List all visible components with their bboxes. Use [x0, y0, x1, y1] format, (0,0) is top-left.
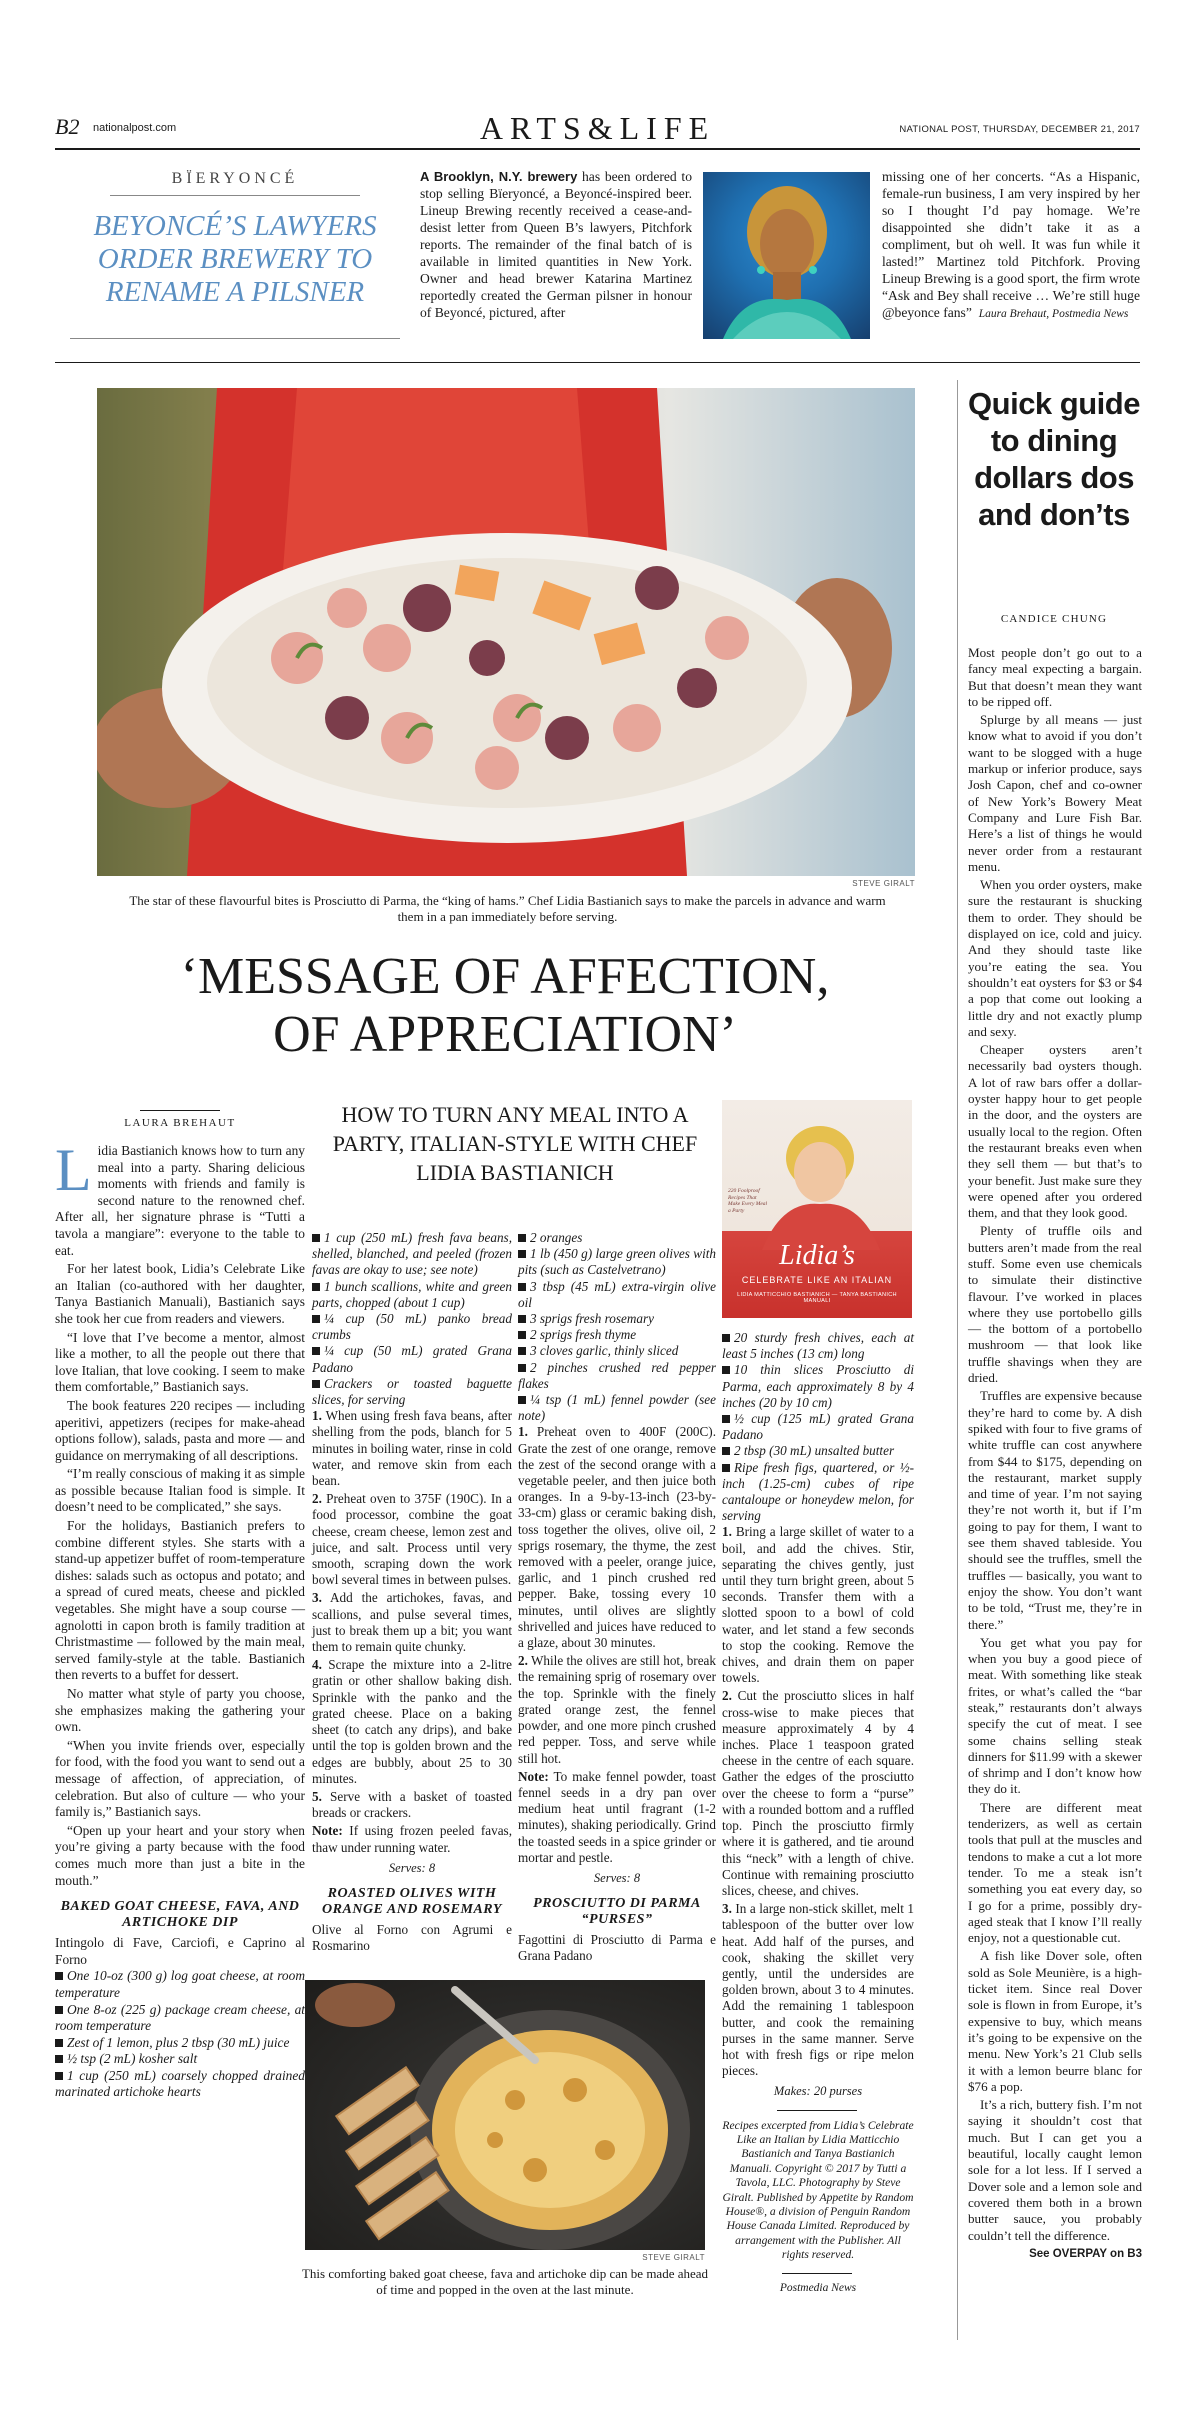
article-p1: idia Bastianich knows how to turn any meal into a party. Sharing delicious moments with friends and family is second nature to the renowned chef. After all, her signature phrase is “Tutti a tavola a mangiare”: everyone to the table to eat. — [55, 1143, 305, 1258]
brief-headline: BEYONCÉ’S LAWYERS ORDER BREWERY TO RENAME A PILSNER — [93, 210, 377, 308]
recipe-1-serves: Serves: 8 — [388, 1860, 436, 1875]
baked-dip-icon — [305, 1980, 705, 2250]
ingredient: Crackers or toasted baguette slices, for serving — [312, 1375, 512, 1408]
sidebar-headline: Quick guide to dining dollars dos and don’ts — [968, 386, 1140, 532]
recipe-3-step-1: Bring a large skillet of water to a boil, and add the chives. Stir, separating the chives gently, just until they turn bright green, about 5 seconds. Transfer them with a slotted spoon to a bowl of cold water, and let stand a few seconds to stop the cooking. Remove the chives, and drain them on paper towels. — [722, 1524, 914, 1686]
article-p3: “I love that I’ve become a mentor, almost like a mother, to all the people out there that love Italian, that love cooking. I seem to make them comfortable,” Bastianich says. — [55, 1329, 305, 1395]
dip-caption: This comforting baked goat cheese, fava and artichoke dip can be made ahead of time and popped in the oven at the last minute. — [301, 2266, 709, 2297]
ingredient: 2 oranges — [530, 1230, 583, 1245]
recipe-1-body — [312, 1230, 512, 1956]
article-p7: No matter what style of party you choose, she emphasizes making the gathering your own. — [55, 1686, 305, 1735]
ingredient: 10 thin slices Prosciutto di Parma, each approximately 8 by 4 inches (20 by 10 cm) — [722, 1362, 914, 1410]
step-number: 1. — [722, 1524, 732, 1540]
recipe-1-step-2: Preheat oven to 375F (190C). In a food processor, combine the goat cheese, cream cheese, lemon zest and juice, and salt. Process until very smooth, scraping down the work bowl several times in between pulses. — [312, 1491, 512, 1588]
sidebar-paragraph: When you order oysters, make sure the restaurant is shucking them to order. They should be displayed on ice, cold and juicy. And they should taste like you’re eating the sea. You shouldn’t eat oysters for $3 or $4 a pop that come out looking a little dry and not exactly plump and sexy. — [968, 877, 1142, 1039]
brief-col-2 — [882, 168, 1140, 325]
recipe-3-step-2: Cut the prosciutto slices in half cross-wise to make pieces that measure approximately 4 by 4 inches. Place 1 teaspoon grated cheese in the centre of each square. Gather the edges of the prosciutto over the cheese to form a “purse” with a rounded bottom and a ruffled top. Pinch the prosciutto firmly where it is gathered, and tie around this “neck” with a length of chive. Continue with remaining prosciutto slices, cheese, and chives. — [722, 1688, 914, 1898]
section-title: ARTS&LIFE — [479, 110, 716, 146]
ingredient: One 8-oz (225 g) package cream cheese, at room temperature — [55, 2001, 305, 2034]
sidebar-byline: CANDICE CHUNG — [1000, 613, 1108, 625]
drop-cap: L — [55, 1137, 92, 1203]
sidebar-paragraph: Splurge by all means — just know what to avoid if you don’t want to be slogged with a huge markup or inferior produce, says Josh Capon, chef and co-owner of New York’s Bowery Meat Company and Lure Fish Bar. Here’s a list of things he would never order from a restaurant menu. — [968, 712, 1142, 874]
step-number: 4. — [312, 1657, 322, 1673]
sidebar-paragraph: A fish like Dover sole, often sold as Sole Meunière, is a high-ticket item. Since real Dover sole is flown in from Europe, it’s expensive to buy, which means it’s going to be expensive on the menu. New York’s 21 Club sells it with a lemon beurre blanc for $76 a pop. — [968, 1948, 1142, 2094]
sidebar-paragraph: It’s a rich, buttery fish. I’m not saying it shouldn’t cost that much. But I can get you a beautiful, locally caught lemon sole for a lot less. If I served a Dover sole and a lemon sole and covered them both in a brown butter sauce, you probably couldn’t tell the difference. — [968, 2097, 1142, 2243]
hero-photo — [97, 388, 915, 876]
page-header — [55, 110, 1140, 146]
ingredient: ½ tsp (2 mL) kosher salt — [67, 2051, 198, 2067]
ingredient: ½ cup (125 mL) grated Grana Padano — [722, 1411, 914, 1443]
brief-lead: A Brooklyn, N.Y. brewery — [420, 169, 578, 184]
step-number: 1. — [518, 1424, 528, 1440]
ingredient: 2 sprigs fresh thyme — [530, 1327, 637, 1343]
recipe-3-ingredients — [722, 1330, 914, 1524]
article-p5: “I’m really conscious of making it as simple as possible because Italian food is simple. It doesn’t need to be complicated,” she says. — [55, 1466, 305, 1515]
sidebar-paragraph: There are different meat tenderizers, as well as certain tools that pull at the muscles and tendons to make a cut a lot more tender. To me a steak isn’t something you eat every day, so I go for a prime, possibly dry-aged steak that I know I’ll really enjoy, not a questionable cut. — [968, 1799, 1142, 1946]
recipe-1-step-3: Add the artichokes, favas, and scallions, and pulse several times, just to break them up a bit; you want them to remain quite chunky. — [312, 1590, 512, 1655]
ingredient: 2 tbsp (30 mL) unsalted butter — [734, 1443, 895, 1459]
byline-rule — [140, 1110, 220, 1111]
article-p4: The book features 220 recipes — including aperitivi, appetizers (recipes for make-ahead options follow), salads, pasta and more — and guidance on merrymaking of all descriptions. — [55, 1397, 305, 1463]
beyonce-photo — [703, 172, 870, 339]
book-subtitle: CELEBRATE LIKE AN ITALIAN — [741, 1275, 893, 1285]
book-cover — [722, 1100, 912, 1318]
sidebar-paragraph: Plenty of truffle oils and butters aren’t made from the real stuff. Some even use chemicals to simulate their distinctive flavour. I’ve worked in places where they use portobello gills — the bottom of a portobello mushroom — that look like truffle shavings when they are dried. — [968, 1223, 1142, 1386]
recipe-1-note: If using frozen peeled favas, thaw under running water. — [312, 1823, 512, 1855]
recipe-1-step-5: Serve with a basket of toasted breads or crackers. — [312, 1788, 512, 1821]
brief-byline: Laura Brehaut, Postmedia News — [978, 308, 1129, 320]
step-number: 2. — [312, 1491, 322, 1507]
brief-text-1: has been ordered to stop selling Bïeryoncé, a Beyoncé-inspired beer. Lineup Brewing recently received a cease-and-desist letter from Queen B’s lawyers, Pitchfork reports. The remainder of the final batch of is available in limited quantities in New York. Owner and head brewer Katarina Martinez reportedly created the German pilsner in honour of Beyoncé, pictured, after — [420, 169, 692, 320]
ingredient: 1 bunch scallions, white and green parts, chopped (about 1 cup) — [312, 1278, 512, 1310]
recipe-2-title: ROASTED OLIVES WITH ORANGE AND ROSEMARY — [322, 1885, 502, 1917]
ingredient: 3 cloves garlic, thinly sliced — [530, 1343, 679, 1359]
brief-text-2: missing one of her concerts. “As a Hispanic, female-run business, I am very inspired by her so I thought I’d pay homage. We’re disappointed she didn’t take it as a compliment, but oh well. It was fun while it lasted!” Martinez told Pitchfork. Proving Lineup Brewing is a good sport, the firm wrote “Ask and Bey shall receive … We’re still huge @beyonce fans” — [882, 169, 1140, 320]
article-body — [55, 1137, 305, 2101]
recipe-2-step-1: Preheat oven to 400F (200C). Grate the zest of one orange, remove the zest of the second orange with a vegetable peeler, and then juice both oranges. In a 9-by-13-inch (23-by-33-cm) glass or ceramic baking dish, toss together the olives, olive oil, 2 sprigs rosemary, the thyme, the zest removed with a peeler, orange juice, garlic, and 1 pinch crushed red pepper. Bake, tossing every 10 minutes, until olives are slightly shrivelled and juices have reduced to a glaze, about 30 minutes. — [518, 1424, 716, 1651]
prosciutto-platter-icon — [97, 388, 915, 876]
dip-photo-credit: STEVE GIRALT — [642, 2253, 705, 2262]
sidebar-paragraph: You get what you pay for when you buy a good piece of meat. With something like steak frites, or what’s called the “bar steak,” restaurants don’t always specify the cut of meat. I see some chains selling steak dinners for $11.99 with a skewer of shrimp and I don’t know how they do it. — [968, 1634, 1142, 1797]
recipe-1-step-4: Scrape the mixture into a 2-litre gratin or other shallow baking dish. Sprinkle with the panko and the grated cheese. Place on a baking sheet (to catch any drips), and bake until the top is golden brown and the edges are bubbly, about 25 to 30 minutes. — [312, 1657, 512, 1786]
book-authors: LIDIA MATTICCHIO BASTIANICH — TANYA BASTIANICH MANUALI — [737, 1292, 897, 1304]
ingredient: 2 pinches crushed red pepper flakes — [518, 1359, 716, 1391]
step-number: 2. — [518, 1653, 528, 1669]
brief-section-rule — [55, 362, 1140, 363]
sidebar-jump[interactable]: See OVERPAY on B3 — [1029, 2247, 1142, 2260]
dip-photo — [305, 1980, 705, 2250]
main-byline: LAURA BREHAUT — [124, 1117, 236, 1129]
page-number: B2 — [55, 114, 80, 139]
recipe-2-body — [518, 1230, 716, 1967]
sidebar-paragraph: Most people don’t go out to a fancy meal expecting a bargain. But that doesn’t mean they want to be ripped off. — [968, 645, 1142, 709]
ingredient: 1 cup (250 mL) fresh fava beans, shelled, blanched, and peeled (frozen favas are okay to use; see note) — [312, 1230, 512, 1278]
sidebar-paragraph: Truffles are expensive because they’re hard to come by. A dish spiked with four to five grams of white truffle can cost anywhere from $44 to $175, depending on the restaurant, market supply and time of year. I’m not saying they’re not worth it, but if I’m going to pay for them, I want to see them shaved tableside. You should see the truffles, smell the truffles — basically, you want to enjoy the show. You don’t want to be told, “Trust me, they’re in there.” — [968, 1388, 1142, 1632]
ingredient: 20 sturdy fresh chives, each at least 5 inches (13 cm) long — [722, 1330, 914, 1362]
recipe-1-title: BAKED GOAT CHEESE, FAVA, AND ARTICHOKE DIP — [60, 1899, 300, 1931]
recipe-1-ingredients-b — [312, 1230, 512, 1408]
recipe-2-ingredients — [518, 1230, 716, 1424]
recipe-2-subtitle: Olive al Forno con Agrumi e Rosmarino — [312, 1921, 512, 1954]
step-number: 5. — [312, 1788, 322, 1804]
recipe-2-note: To make fennel powder, toast fennel seeds in a dry pan over medium heat until fragrant (1-2 minutes), shaking periodically. Grind the toasted seeds in a spice grinder or mortar and pestle. — [518, 1768, 716, 1865]
recipe-1-subtitle: Intingolo di Fave, Carciofi, e Caprino al Forno — [55, 1935, 305, 1967]
main-headline-line-2: OF APPRECIATION’ — [273, 1006, 737, 1063]
dateline: NATIONAL POST, THURSDAY, DECEMBER 21, 2017 — [899, 124, 1140, 135]
article-p2: For her latest book, Lidia’s Celebrate Like an Italian (co-authored with her daughter, Tanya Bastianich Manuali), Bastianich says she took her cue from readers and viewers. — [55, 1261, 305, 1326]
book-blurb: 220 Foolproof Recipes That Make Every Meal a Party — [728, 1188, 768, 1214]
brief-col-1 — [420, 168, 692, 323]
sidebar-body — [968, 645, 1142, 2264]
source-rule — [782, 2273, 852, 2274]
ingredient: ¼ cup (50 mL) grated Grana Padano — [312, 1343, 512, 1375]
recipe-3-subtitle: Fagottini di Prosciutto di Parma e Grana Padano — [518, 1932, 716, 1964]
main-headline-line-1: ‘MESSAGE OF AFFECTION, — [180, 948, 830, 1005]
sidebar-divider — [957, 380, 958, 2340]
recipe-2-step-2: While the olives are still hot, break the remaining sprig of rosemary over the top. Sprinkle with the finely grated orange zest, the fennel powder, and one more pinch crushed red pepper. Toss, and serve while still hot. — [518, 1653, 716, 1766]
recipe-source: Postmedia News — [779, 2281, 857, 2294]
recipe-3-makes: Makes: 20 purses — [773, 2084, 863, 2099]
main-deck: HOW TO TURN ANY MEAL INTO A PARTY, ITALIAN-STYLE WITH CHEF LIDIA BASTIANICH — [332, 1102, 698, 1185]
step-number: 3. — [722, 1901, 732, 1917]
step-number: 2. — [722, 1688, 732, 1704]
ingredient: 3 sprigs fresh rosemary — [530, 1311, 654, 1327]
article-p8: “When you invite friends over, especially for food, with the food you want to send out a message of affection, of appreciation, of celebration. But also of culture — who your family is,” Bastianich says. — [55, 1737, 305, 1820]
brief-bottom-rule — [70, 338, 400, 339]
recipe-excerpt-credit: Recipes excerpted from Lidia’s Celebrate Like an Italian by Lidia Matticchio Bastianich and Tanya Bastianich Manuali. Copyright © 2017 by Tutti a Tavola, LLC. Photography by Steve Giralt. Published by Appetite by Random House®, a division of Penguin Random House Canada Limited. Reproduced by arrangement with the Publisher. All rights reserved. — [722, 2118, 914, 2262]
book-title: Lidia’s — [779, 1240, 855, 1271]
ingredient: 3 tbsp (45 mL) extra-virgin olive oil — [518, 1278, 716, 1310]
note-label: Note: — [518, 1768, 549, 1784]
ingredient: 1 lb (450 g) large green olives with pits (such as Castelvetrano) — [518, 1246, 716, 1278]
site-url[interactable]: nationalpost.com — [93, 122, 177, 134]
recipe-2-serves: Serves: 8 — [593, 1870, 641, 1885]
sidebar-paragraph: Cheaper oysters aren’t necessarily bad oysters though. A lot of raw bars offer a dollar-oyster happy hour to get people in the door, and the oysters are usually local to the region. Often the restaurant breaks even when they sell them — but that’s to your benefit. Just make sure they were opened after you ordered them, and that they look good. — [968, 1042, 1142, 1221]
excerpt-rule — [777, 2110, 857, 2111]
portrait-icon — [703, 172, 870, 339]
brief-kicker: BÏERYONCÉ — [171, 170, 299, 187]
ingredient: Ripe fresh figs, quartered, or ½-inch (1.25-cm) cubes of ripe cantaloupe or honeydew melon, for serving — [722, 1459, 914, 1524]
step-number: 1. — [312, 1408, 322, 1424]
article-p6: For the holidays, Bastianich prefers to combine different styles. She starts with a stand-up appetizer buffet of room-temperature dishes: salads such as octopus and potato; and a spread of cured meats, cheese and pickled vegetables. She might have a soup course — agnolotti in capon broth is family tradition at Christmastime — followed by the main meal, served family-style at the table. Bastianich then reverts to a buffet for dessert. — [55, 1518, 305, 1683]
brief-kicker-rule — [110, 195, 360, 196]
recipe-3-step-3: In a large non-stick skillet, melt 1 tablespoon of the butter over low heat. Add half of the purses, and cook, shaking the skillet very gently, until the undersides are golden brown, about 3 to 4 minutes. Add the remaining 1 tablespoon butter, and cook the remaining purses in the same manner. Serve hot with fresh figs or ripe melon pieces. — [722, 1901, 914, 2079]
recipe-1-step-1: When using fresh fava beans, after shelling from the pods, blanch for 5 minutes in boiling water, rinse in cold water, and remove skin from each bean. — [312, 1408, 512, 1489]
recipe-1-ingredients-a — [55, 1935, 305, 2101]
header-rule — [55, 148, 1140, 150]
article-p9: “Open up your heart and your story when you’re giving a party because with the food comes much more than just a bite in the mouth.” — [55, 1822, 305, 1888]
ingredient: One 10-oz (300 g) log goat cheese, at room temperature — [55, 1968, 305, 2000]
ingredient: Zest of 1 lemon, plus 2 tbsp (30 mL) juice — [67, 2034, 290, 2050]
hero-photo-credit: STEVE GIRALT — [852, 879, 915, 888]
step-number: 3. — [312, 1590, 322, 1606]
ingredient: ¼ cup (50 mL) panko bread crumbs — [312, 1311, 512, 1343]
recipe-3-title: PROSCIUTTO DI PARMA “PURSES” — [533, 1896, 701, 1928]
main-headline — [55, 948, 955, 1064]
ingredient: ¼ tsp (1 mL) fennel powder (see note) — [518, 1392, 716, 1424]
note-label: Note: — [312, 1823, 343, 1839]
ingredient: 1 cup (250 mL) coarsely chopped drained marinated artichoke hearts — [55, 2067, 305, 2100]
recipe-3-body — [722, 1330, 914, 2298]
hero-caption: The star of these flavourful bites is Prosciutto di Parma, the “king of hams.” Chef Lidia Bastianich says to make the parcels in advance and warm them in a pan immediately before serving. — [129, 893, 886, 924]
